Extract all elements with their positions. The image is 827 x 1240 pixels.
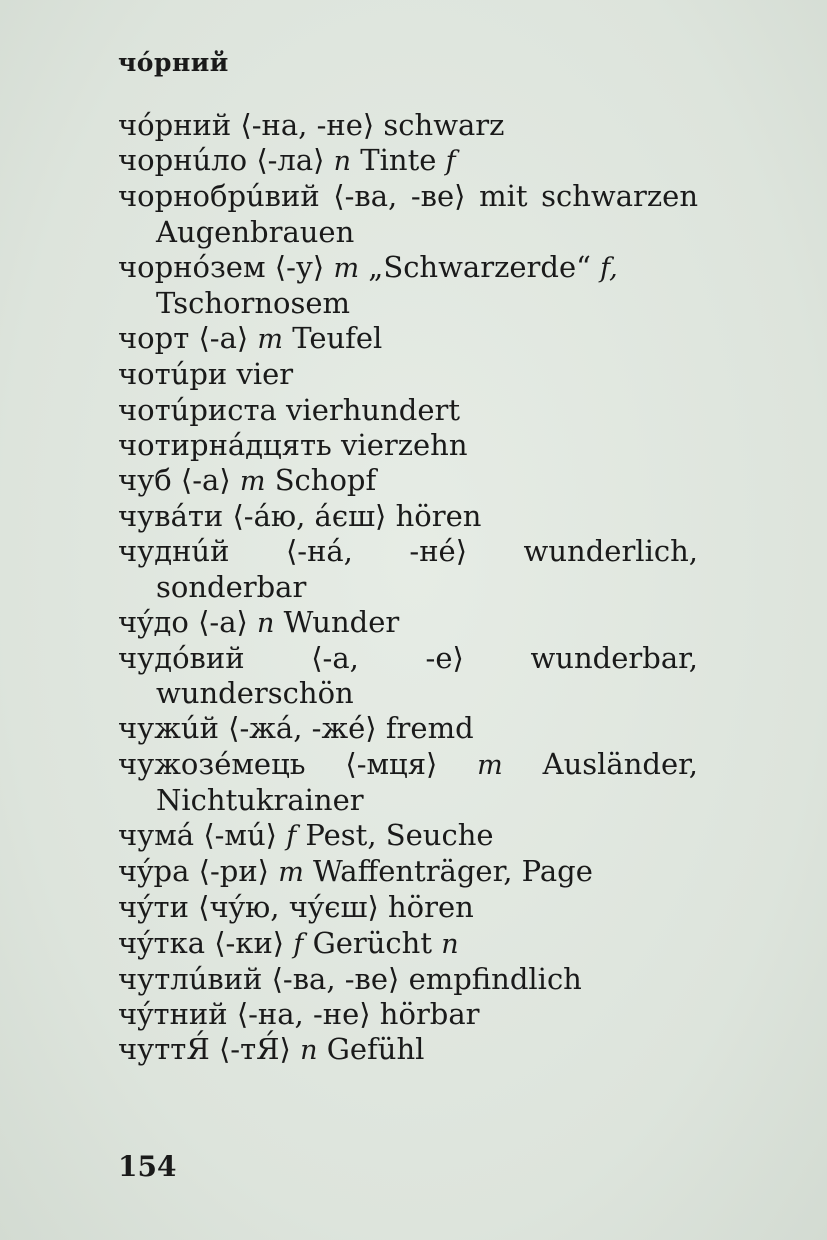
entry-headword: чуттЯ́ [118,1032,210,1067]
dictionary-entry [118,143,698,179]
entry-gender: n [257,607,275,639]
entry-headword: чотúри [118,357,228,392]
dictionary-entry [118,711,698,746]
page-number: 154 [118,1150,177,1183]
entry-inflection: ⟨-мú⟩ [203,818,277,853]
entry-gender: n [333,146,352,178]
entry-definition: ⟨-áю, áєш⟩ hören [232,499,482,534]
entry-definition: ⟨-ва, -ве⟩ mit schwarzen Augenbrauen [156,179,699,249]
entry-inflection: ⟨-мця⟩ [345,746,438,781]
entry-definition: ⟨-нá, -нé⟩ wunderlich, sonderbar [156,534,698,604]
dictionary-entry [118,357,698,392]
entry-translation: Pest, Seuche [305,818,494,853]
entry-headword: чумá [118,818,195,853]
dictionary-entry [118,962,698,997]
entry-gender: n [300,1035,318,1067]
dictionary-entry [118,641,698,711]
entry-definition: ⟨-ва, -ве⟩ empfindlich [271,961,582,996]
entry-headword: чýтний [118,997,228,1032]
entry-definition: vierzehn [341,427,468,462]
entry-gender: m [477,749,503,781]
entry-definition: ⟨-а, -е⟩ wunderbar, wunderschön [156,641,698,711]
entry-inflection: ⟨-ки⟩ [214,925,285,960]
entry-gender: f [445,146,456,178]
entry-headword: чудóвий [118,641,245,676]
running-head: чóрний [118,48,229,77]
entry-translation: Tschornosem [156,286,351,321]
entry-translation: Teufel [292,321,383,356]
dictionary-entry [118,499,698,534]
entry-gender: m [333,252,360,284]
dictionary-entry [118,321,698,357]
entry-definition: vierhundert [286,392,461,427]
entry-gender: m [239,466,266,498]
dictionary-entry [118,179,698,249]
entry-definition: ⟨-жá, -жé⟩ fremd [228,711,474,746]
entry-translation: Tinte [360,143,437,178]
entry-headword: чотирнáдцять [118,427,332,462]
dictionary-entry [118,890,698,925]
entry-inflection: ⟨-у⟩ [274,249,325,284]
dictionary-entry [118,997,698,1032]
entry-headword: чýтка [118,925,206,960]
entry-headword: чуб [118,463,172,498]
dictionary-entry [118,605,698,641]
entry-gender: m [278,857,304,889]
entry-headword: чуднúй [118,534,230,569]
entry-inflection: ⟨-ла⟩ [256,143,325,178]
entry-gender: f [293,928,304,960]
entry-definition: ⟨-на, -не⟩ schwarz [240,108,505,142]
entry-inflection: ⟨-ри⟩ [198,854,269,889]
entry-definition: vier [236,357,294,392]
entry-gender: n [441,928,459,960]
entry-headword: чорт [118,321,190,356]
entry-headword: чорнобрúвий [118,179,320,214]
entry-translation: „Schwarzerde“ [368,249,591,284]
entry-headword: чóрний [118,108,232,142]
dictionary-entry [118,108,698,143]
entry-translation: Wunder [283,604,400,639]
dictionary-entry [118,463,698,499]
entry-gender: f, [600,252,618,284]
entry-headword: чужозéмець [118,746,306,781]
dictionary-entry [118,747,698,818]
entry-inflection: ⟨-а⟩ [198,604,248,639]
dictionary-entry [118,854,698,890]
entry-list [118,108,698,1068]
entry-inflection: ⟨-тЯ́⟩ [218,1032,291,1067]
dictionary-entry [118,1032,698,1068]
dictionary-entry [118,818,698,854]
entry-definition: ⟨-на, -не⟩ hörbar [236,997,480,1032]
entry-translation: Gefühl [326,1032,425,1067]
dictionary-entry [118,926,698,962]
entry-headword: чýдо [118,604,189,639]
entry-headword: чýра [118,854,190,889]
entry-headword: чужúй [118,711,219,746]
entry-headword: чутлúвий [118,961,263,996]
dictionary-entry [118,534,698,604]
dictionary-entry [118,428,698,463]
entry-headword: чотúриста [118,392,277,427]
entry-headword: чувáти [118,499,224,534]
entry-definition: ⟨чýю, чýєш⟩ hören [198,890,474,925]
dictionary-entry [118,250,698,321]
entry-gender: f [286,821,297,853]
entry-headword: чорнóзем [118,249,266,284]
entry-inflection: ⟨-а⟩ [180,463,231,498]
entry-translation: Gerücht [312,925,433,960]
entry-headword: чýти [118,890,189,925]
dictionary-entry [118,393,698,428]
entry-headword: чорнúло [118,143,248,178]
entry-translation: Schopf [274,463,377,498]
entry-gender: m [257,324,284,356]
entry-translation: Waffenträger, Page [313,854,593,889]
entry-inflection: ⟨-а⟩ [198,321,249,356]
entry-translation: Ausländer, Nichtukrainer [156,746,699,817]
